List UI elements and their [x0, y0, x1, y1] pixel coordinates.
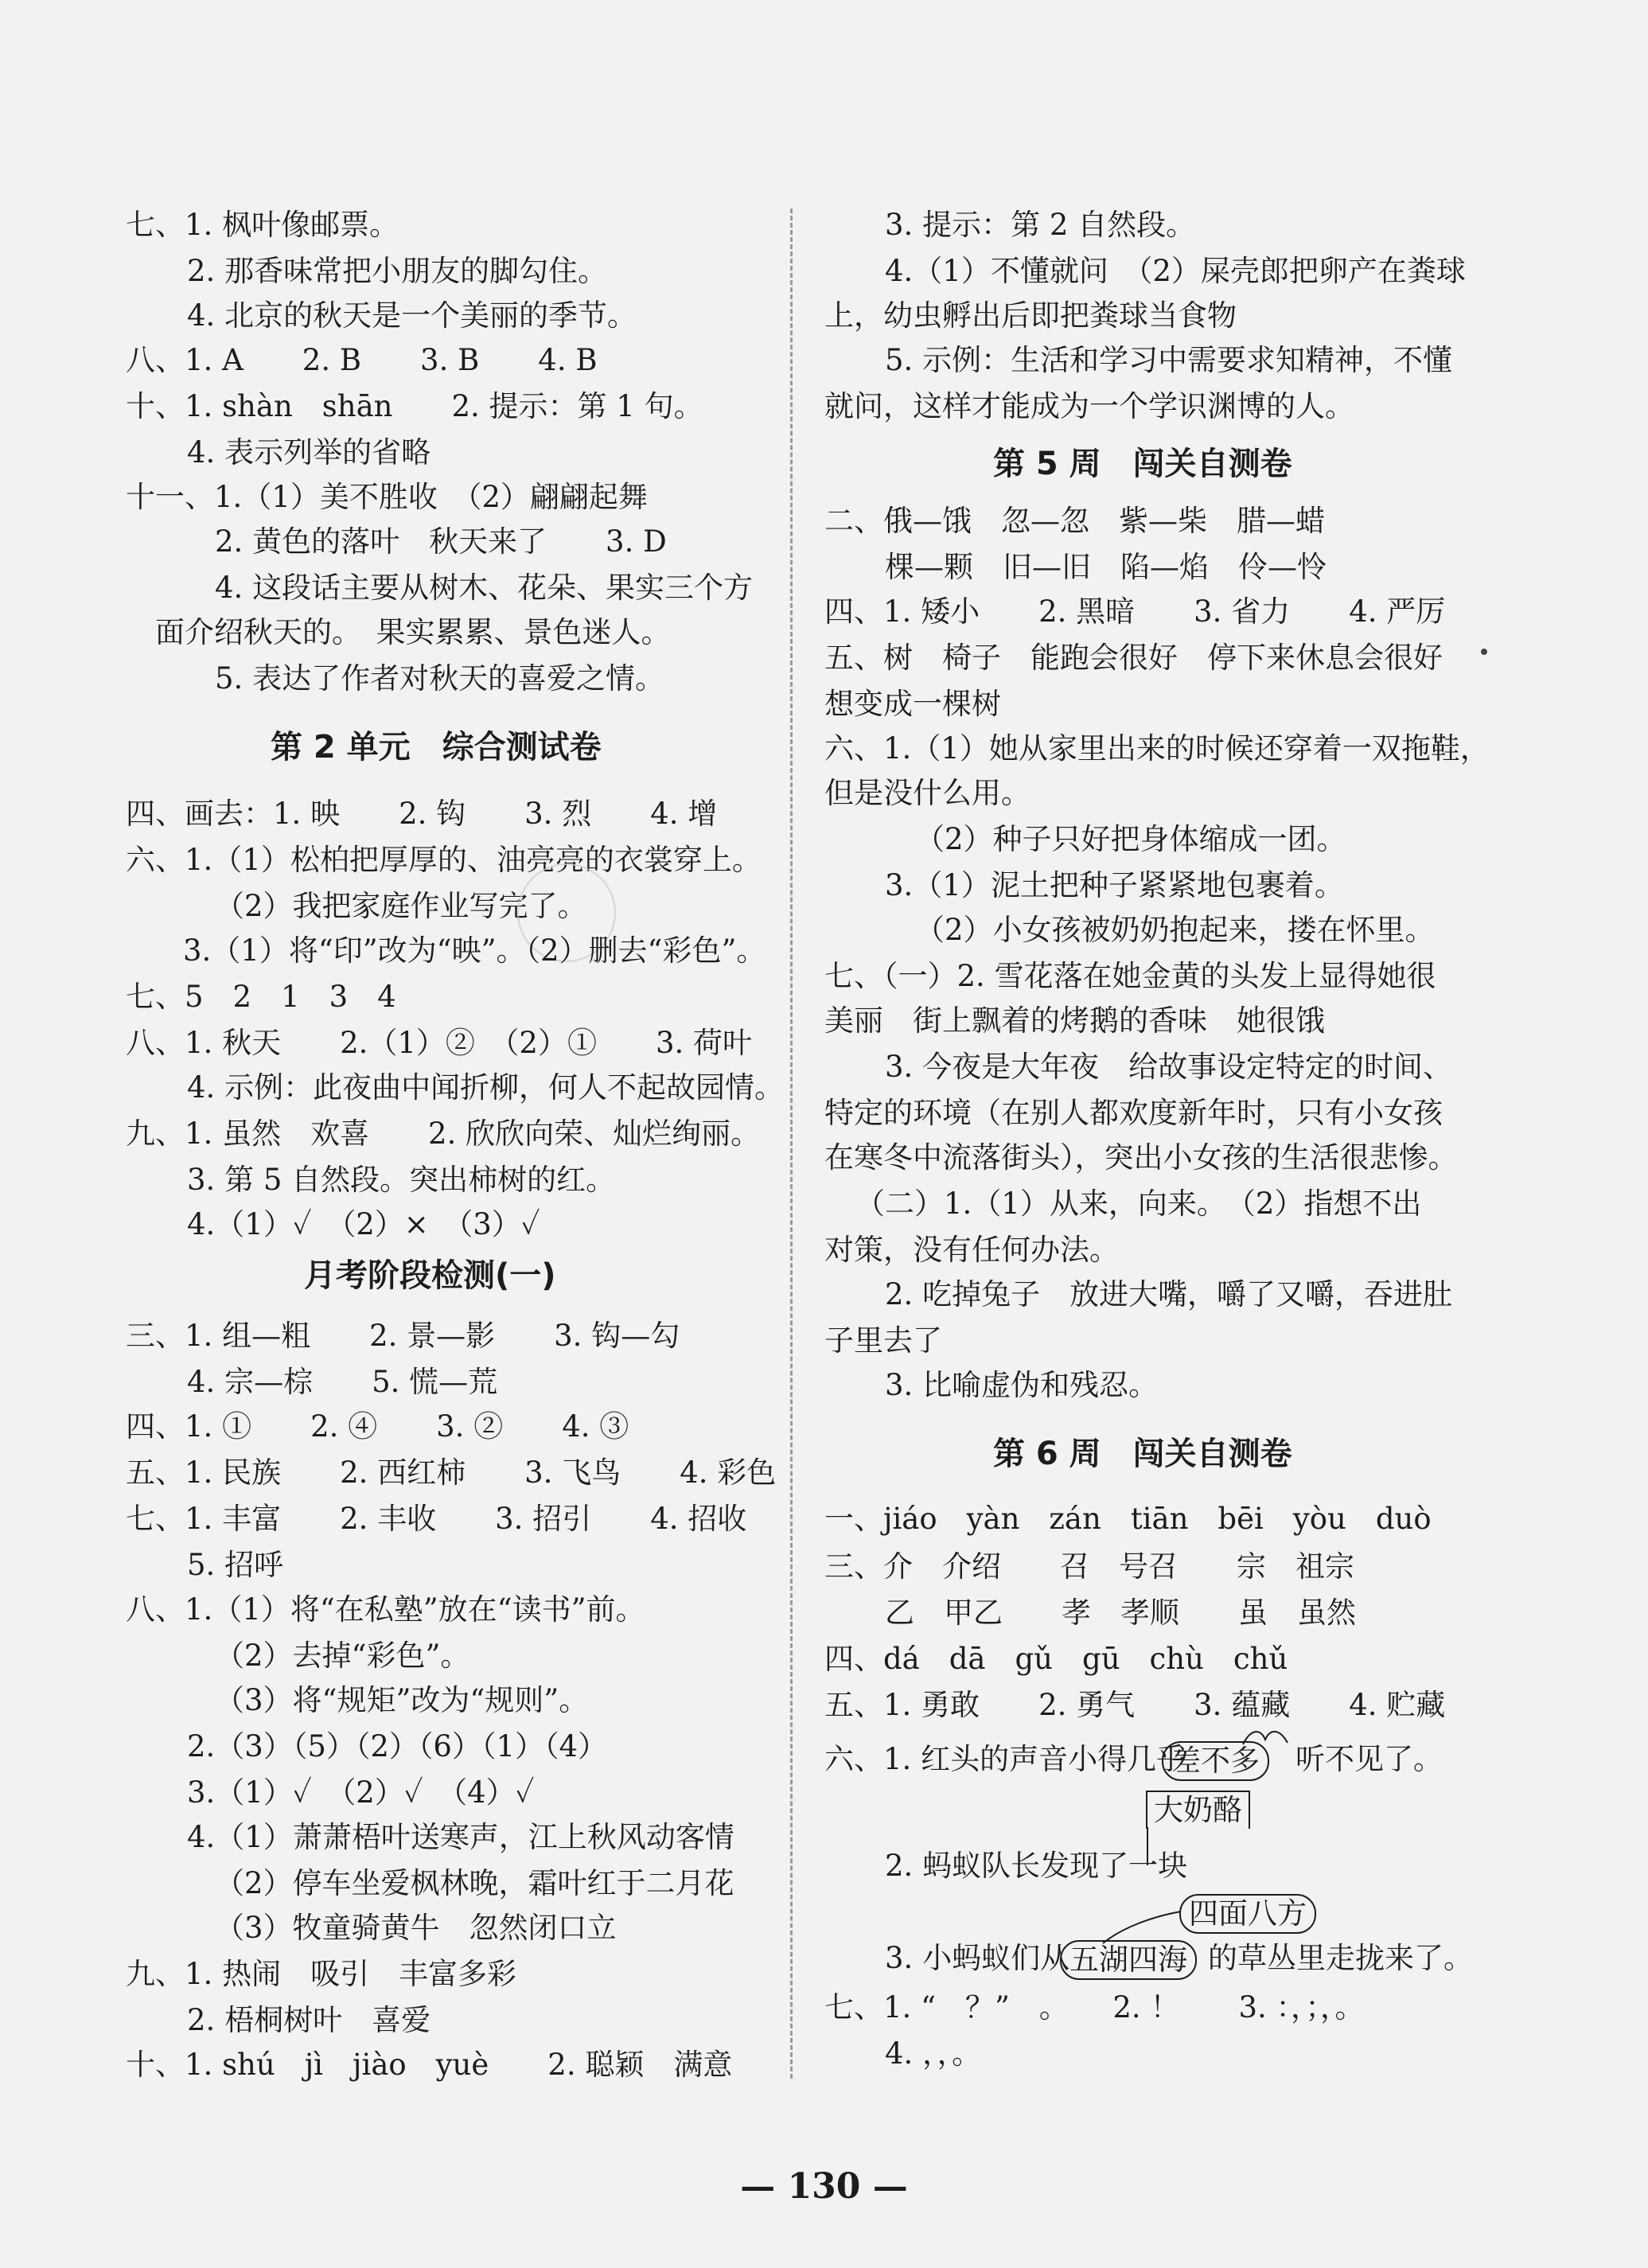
answer-line: 八、1. 秋天 2.（1）② （2）① 3. 荷叶 — [126, 1026, 753, 1060]
answer-line: 三、1. 组—粗 2. 景—影 3. 钩—勾 — [126, 1319, 680, 1353]
answer-line: 4. 这段话主要从树木、花朵、果实三个方 — [215, 571, 754, 605]
answer-line: （2）我把家庭作业写完了。 — [215, 889, 587, 923]
answer-line: 听不见了。 — [1295, 1742, 1443, 1776]
answer-line: 九、1. 虽然 欢喜 2. 欣欣向荣、灿烂绚丽。 — [126, 1116, 761, 1151]
answer-line: 六、1.（1）松柏把厚厚的、油亮亮的衣裳穿上。 — [126, 843, 762, 877]
answer-line: 七、（一）2. 雪花落在她金黄的头发上显得她很 — [824, 959, 1436, 993]
answer-line: 2.（3）（5）（2）（6）（1）（4） — [187, 1729, 608, 1763]
section-heading-week5: 第 5 周 闯关自测卷 — [993, 446, 1292, 482]
answer-line: 的草丛里走拢来了。 — [1208, 1941, 1473, 1975]
answer-line: 十一、1.（1）美不胜收 （2）翩翩起舞 — [126, 480, 648, 514]
answer-line: 5. 招呼 — [187, 1548, 284, 1582]
answer-line: 3.（1）泥土把种子紧紧地包裹着。 — [885, 868, 1344, 902]
answer-line: 4.（1）不懂就问 （2）屎壳郎把卵产在粪球 — [885, 254, 1466, 288]
answer-line: （2）小女孩被奶奶抱起来，搂在怀里。 — [915, 913, 1435, 947]
answer-line: 八、1. A 2. B 3. B 4. B — [126, 343, 598, 377]
answer-line: 一、jiáo yàn zán tiān bēi yòu duò — [824, 1502, 1432, 1536]
section-heading-week6: 第 6 周 闯关自测卷 — [993, 1436, 1292, 1472]
answer-line: 四、1. ① 2. ④ 3. ② 4. ③ — [126, 1409, 629, 1444]
page-number: — 130 — — [740, 2166, 908, 2207]
answer-line: 4.（1）萧萧梧叶送寒声，江上秋风动客情 — [187, 1820, 734, 1854]
answer-line: 3.（1）✓ （2）✓ （4）✓ — [187, 1775, 535, 1810]
answer-line: 五、树 椅子 能跑会很好 停下来休息会很好 — [824, 641, 1443, 675]
answer-line: 2. 吃掉兔子 放进大嘴，嚼了又嚼，吞进肚 — [885, 1277, 1453, 1311]
answer-line: 七、1. “ ？” 。 2. ！ 3. ：，；，。 — [824, 1990, 1365, 2024]
answer-line: （2）停车坐爱枫林晚，霜叶红于二月花 — [215, 1866, 734, 1900]
inserted-word: 四面八方 — [1179, 1894, 1316, 1934]
answer-line: 2. 那香味常把小朋友的脚勾住。 — [187, 254, 608, 288]
section-heading-unit2: 第 2 单元 综合测试卷 — [271, 729, 602, 766]
edit-stroke — [1241, 1725, 1289, 1746]
column-divider — [790, 208, 793, 2079]
answer-line: 就问，这样才能成为一个学识渊博的人。 — [824, 389, 1354, 423]
answer-line: 但是没什么用。 — [824, 776, 1030, 810]
answer-line: 七、5 2 1 3 4 — [126, 980, 396, 1014]
answer-line: 三、介 介绍 召 号召 宗 祖宗 — [824, 1549, 1354, 1584]
answer-line: 美丽 街上飘着的烤鹅的香味 她很饿 — [824, 1003, 1325, 1038]
answer-line: 四、dá dā gǔ gū chù chǔ — [824, 1642, 1288, 1676]
answer-line: 2. 梧桐树叶 喜爱 — [187, 2003, 431, 2037]
answer-line: 十、1. shú jì jiào yuè 2. 聪颖 满意 — [126, 2048, 733, 2082]
answer-line: 4. 表示列举的省略 — [187, 435, 431, 470]
answer-line: （2）去掉“彩色”。 — [215, 1639, 470, 1673]
answer-line: 4. 示例：此夜曲中闻折柳，何人不起故园情。 — [187, 1070, 785, 1105]
answer-line: 六、1.（1）她从家里出来的时候还穿着一双拖鞋， — [824, 731, 1490, 766]
answer-line: 九、1. 热闹 吸引 丰富多彩 — [126, 1957, 517, 1991]
answer-line: 3. 提示：第 2 自然段。 — [885, 208, 1196, 242]
answer-line: 3. 小蚂蚁们从 — [885, 1941, 1070, 1975]
answer-line: （3）牧童骑黄牛 忽然闭口立 — [215, 1911, 617, 1945]
answer-line: 五、1. 民族 2. 西红柿 3. 飞鸟 4. 彩色 — [126, 1455, 777, 1490]
answer-line: 2. 蚂蚁队长发现了一块 — [885, 1849, 1188, 1883]
answer-line: 子里去了 — [824, 1323, 942, 1358]
answer-line: 棵—颗 旧—旧 陷—焰 伶—怜 — [885, 550, 1327, 584]
answer-line: 七、1. 枫叶像邮票。 — [126, 208, 399, 242]
answer-line: 八、1.（1）将“在私塾”放在“读书”前。 — [126, 1592, 645, 1627]
inserted-word: 大奶酪 — [1146, 1791, 1250, 1829]
circled-word: 差不多 — [1162, 1741, 1269, 1781]
answer-line: 六、1. 红头的声音小得几乎 — [824, 1742, 1186, 1776]
answer-line: 4. 宗—棕 5. 慌—荒 — [187, 1365, 498, 1399]
answer-line: 5. 表达了作者对秋天的喜爱之情。 — [215, 661, 665, 696]
answer-line: 七、1. 丰富 2. 丰收 3. 招引 4. 招收 — [126, 1502, 747, 1536]
answer-line: 4.（1）✓ （2）× （3）✓ — [187, 1207, 540, 1241]
answer-line: （二）1.（1）从来，向来。 （2）指想不出 — [855, 1187, 1422, 1221]
answer-line: 乙 甲乙 孝 孝顺 虽 虽然 — [885, 1596, 1356, 1630]
answer-line: 对策，没有任何办法。 — [824, 1233, 1119, 1267]
answer-line: 五、1. 勇敢 2. 勇气 3. 蕴藏 4. 贮藏 — [824, 1688, 1446, 1722]
answer-line: 四、画去：1. 映 2. 钩 3. 烈 4. 增 — [126, 797, 718, 831]
circled-word: 五湖四海 — [1060, 1940, 1197, 1980]
answer-line: 3.（1）将“印”改为“映”。（2）删去“彩色”。 — [183, 933, 766, 968]
answer-line: 上，幼虫孵出后即把粪球当食物 — [824, 298, 1237, 333]
answer-line: 5. 示例：生活和学习中需要求知精神，不懂 — [885, 343, 1453, 377]
answer-line: 二、俄—饿 忽—忽 紫—柴 腊—蜡 — [824, 504, 1325, 538]
answer-line: 2. 黄色的落叶 秋天来了 3. D — [215, 524, 667, 559]
answer-line: 4. ，，。 — [885, 2036, 982, 2071]
answer-line: 3. 今夜是大年夜 给故事设定特定的时间、 — [885, 1050, 1453, 1084]
dot-mark — [1481, 649, 1487, 655]
answer-line: 面介绍秋天的。 果实累累、景色迷人。 — [155, 615, 671, 649]
answer-line: 四、1. 矮小 2. 黑暗 3. 省力 4. 严厉 — [824, 594, 1446, 629]
answer-line: 特定的环境（在别人都欢度新年时，只有小女孩 — [824, 1096, 1443, 1130]
answer-line: 4. 北京的秋天是一个美丽的季节。 — [187, 298, 637, 333]
section-heading-monthly: 月考阶段检测(一) — [304, 1257, 556, 1294]
answer-line: 3. 第 5 自然段。突出柿树的红。 — [187, 1163, 616, 1197]
answer-line: （3）将“规矩”改为“规则”。 — [215, 1683, 589, 1717]
answer-line: 在寒冬中流落街头），突出小女孩的生活很悲惨。 — [824, 1140, 1458, 1175]
answer-line: （2）种子只好把身体缩成一团。 — [915, 822, 1346, 856]
answer-line: 想变成一棵树 — [824, 687, 1001, 721]
answer-line: 十、1. shàn shān 2. 提示：第 1 句。 — [126, 389, 703, 423]
answer-line: 3. 比喻虚伪和残忍。 — [885, 1368, 1159, 1402]
